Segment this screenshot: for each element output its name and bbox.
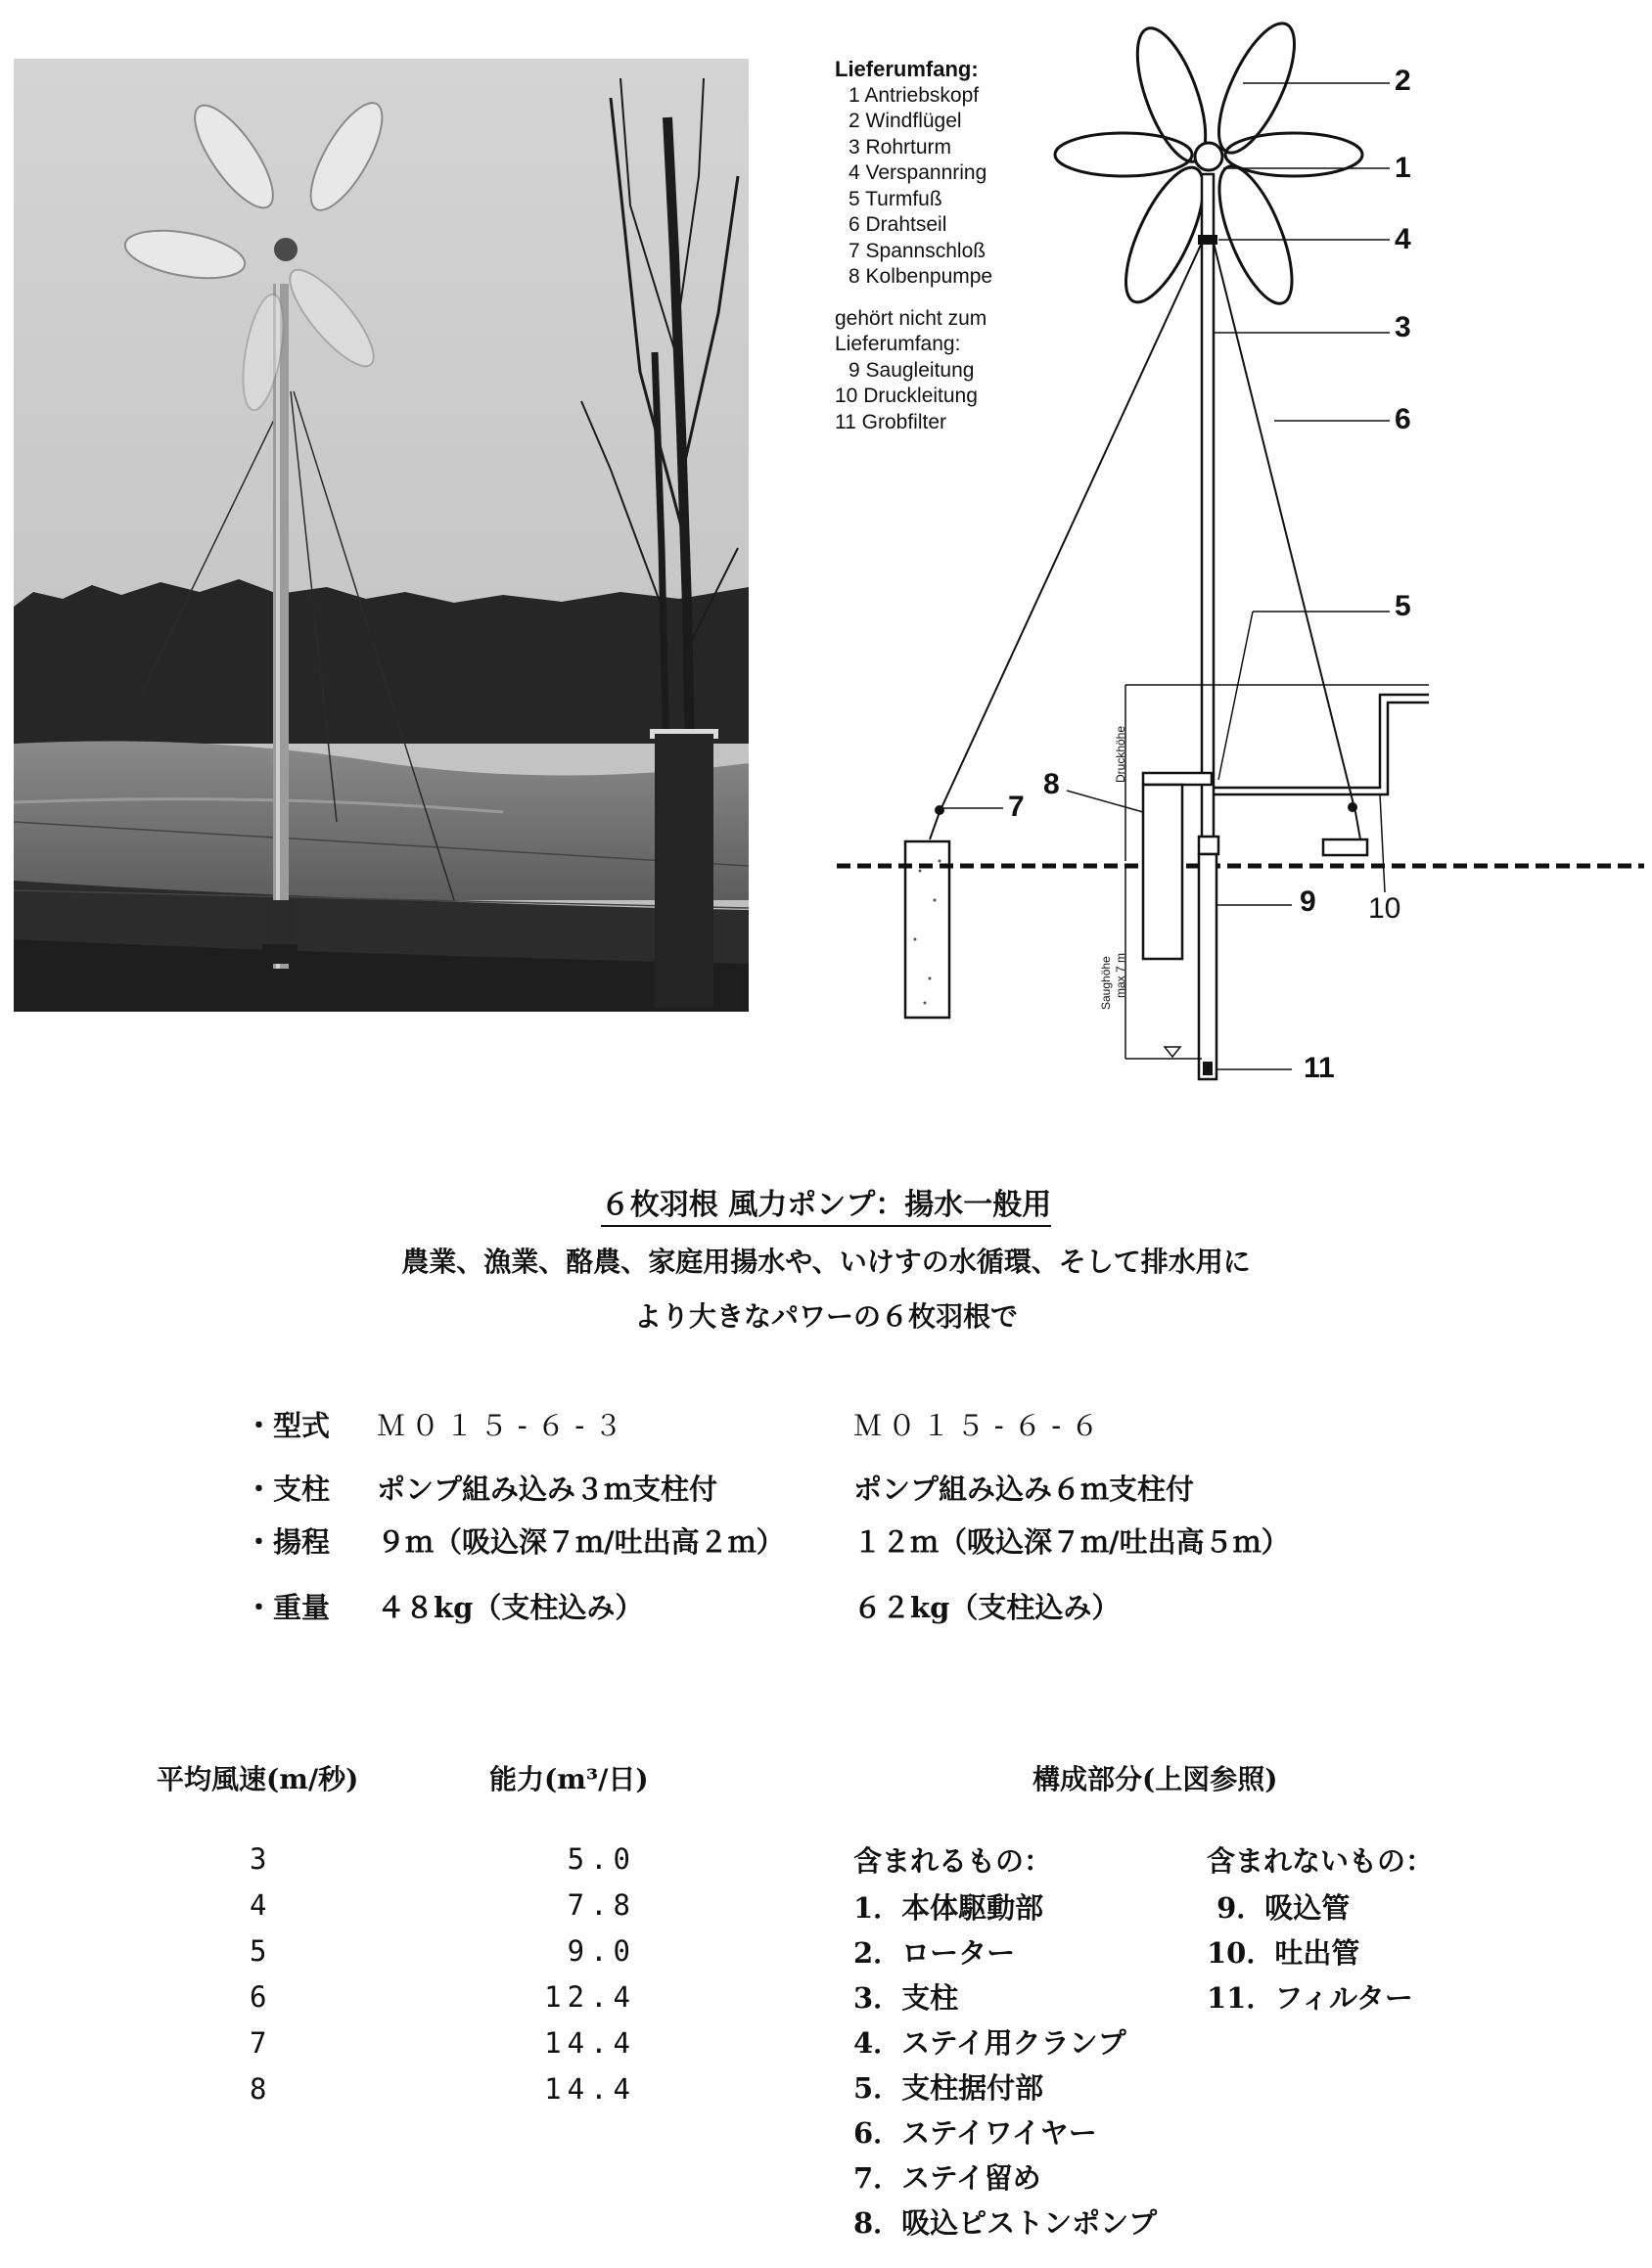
wind-speed-cell: 7 [250,2026,267,2060]
legend-item: 3 Rohrturm [849,135,952,159]
spec-model-label: ・型式 [245,1409,331,1442]
saughoehe-label: Saughöhe [1099,956,1113,1010]
spec-head-a: ９ｍ（吸込深７ｍ/吐出高２ｍ） [377,1525,785,1559]
wind-speed-cell: 8 [250,2072,267,2106]
callout-6: 6 [1395,403,1411,435]
scope-of-delivery-legend [835,57,992,435]
druckhoehe-label: Druckhöhe [1114,725,1127,783]
excluded-item: 10．吐出管 [1207,1936,1360,1970]
wind-speed-cell: 6 [250,1980,267,2014]
legend-item: 1 Antriebskopf [849,83,980,107]
included-item: 5．支柱据付部 [853,2071,1044,2105]
legend-item: 6 Drahtseil [849,213,947,236]
legend-item: 9 Saugleitung [849,358,975,382]
saughoehe-max-label: max 7 m [1114,952,1127,998]
callout-4: 4 [1395,223,1411,255]
legend-item: 10 Druckleitung [835,385,978,407]
callout-2: 2 [1395,65,1411,97]
wind-speed-cell: 5 [250,1934,267,1968]
excluded-item: 9．吸込管 [1207,1891,1351,1925]
spec-model-b-value: Ｍ０１５-６-６ [853,1409,1105,1442]
wind-speed-cell: 3 [250,1842,267,1876]
page-title [0,1180,1652,1223]
legend-item: 8 Kolbenpumpe [849,265,993,288]
capacity-cell: 7.8 [567,1888,636,1922]
spec-pole-a: ポンプ組み込み３ｍ支柱付 [377,1473,718,1506]
description-line-2: より大きなパワーの６枚羽根で [633,1300,1018,1333]
included-item: 8．吸込ピストンポンプ [853,2206,1158,2240]
components-heading: 構成部分(上図参照) [1032,1763,1278,1795]
spec-head-b: １２ｍ（吸込深７ｍ/吐出高５ｍ） [853,1525,1290,1559]
callout-9: 9 [1300,885,1316,918]
page-title-text: ６枚羽根 風力ポンプ：揚水一般用 [601,1188,1051,1227]
included-item: 1．本体駆動部 [853,1891,1044,1925]
spec-model-a [377,1404,628,1444]
excluded-heading: 含まれないもの： [1207,1844,1435,1878]
legend-item: 7 Spannschloß [849,239,987,262]
spec-weight-b: ６２kg（支柱込み） [853,1591,1121,1624]
included-item: 2．ローター [853,1936,1016,1970]
spec-weight-a: ４８kg（支柱込み） [377,1591,644,1624]
description-line-1: 農業、漁業、酪農、家庭用揚水や、いけすの水循環、そして排水用に [401,1246,1251,1278]
wind-speed-cell: 4 [250,1888,267,1922]
legend-heading-2: gehört nicht zum [835,306,987,330]
legend-item: 4 Verspannring [849,161,987,184]
included-heading: 含まれるもの： [853,1844,1053,1878]
spec-model-b [853,1404,1105,1444]
callout-11: 11 [1304,1052,1335,1084]
capacity-cell: 9.0 [567,1934,636,1968]
excluded-item: 11．フィルター [1207,1981,1413,2015]
spec-head-label: ・揚程 [245,1525,331,1559]
capacity-cell: 14.4 [544,2072,636,2106]
callout-8: 8 [1043,768,1060,800]
spec-weight-label: ・重量 [245,1591,331,1624]
included-item: 6．ステイワイヤー [853,2116,1097,2150]
callout-7: 7 [1008,791,1025,823]
wind-speed-header: 平均風速(m/秒) [157,1763,359,1795]
legend-item: 11 Grobfilter [835,410,946,433]
spec-pole-label: ・支柱 [245,1473,331,1506]
capacity-cell: 14.4 [544,2026,636,2060]
callout-5: 5 [1395,590,1411,622]
callout-3: 3 [1395,311,1411,343]
legend-heading: Lieferumfang: [835,57,979,81]
capacity-cell: 12.4 [544,1980,636,2014]
legend-item: 5 Turmfuß [849,187,942,210]
spec-model-a-value: Ｍ０１５-６-３ [377,1409,628,1442]
wind-pump-photo [14,59,749,1012]
callout-10: 10 [1368,892,1401,925]
legend-item: 2 Windflügel [849,110,962,132]
capacity-cell: 5.0 [567,1842,636,1876]
included-item: 7．ステイ留め [853,2161,1041,2195]
legend-heading-2: Lieferumfang: [835,333,961,355]
callout-1: 1 [1395,152,1411,184]
included-item: 4．ステイ用クランプ [853,2026,1126,2060]
spec-pole-b: ポンプ組み込み６ｍ支柱付 [853,1473,1195,1506]
capacity-header: 能力(m³/日) [489,1763,649,1795]
included-item: 3．支柱 [853,1981,959,2015]
